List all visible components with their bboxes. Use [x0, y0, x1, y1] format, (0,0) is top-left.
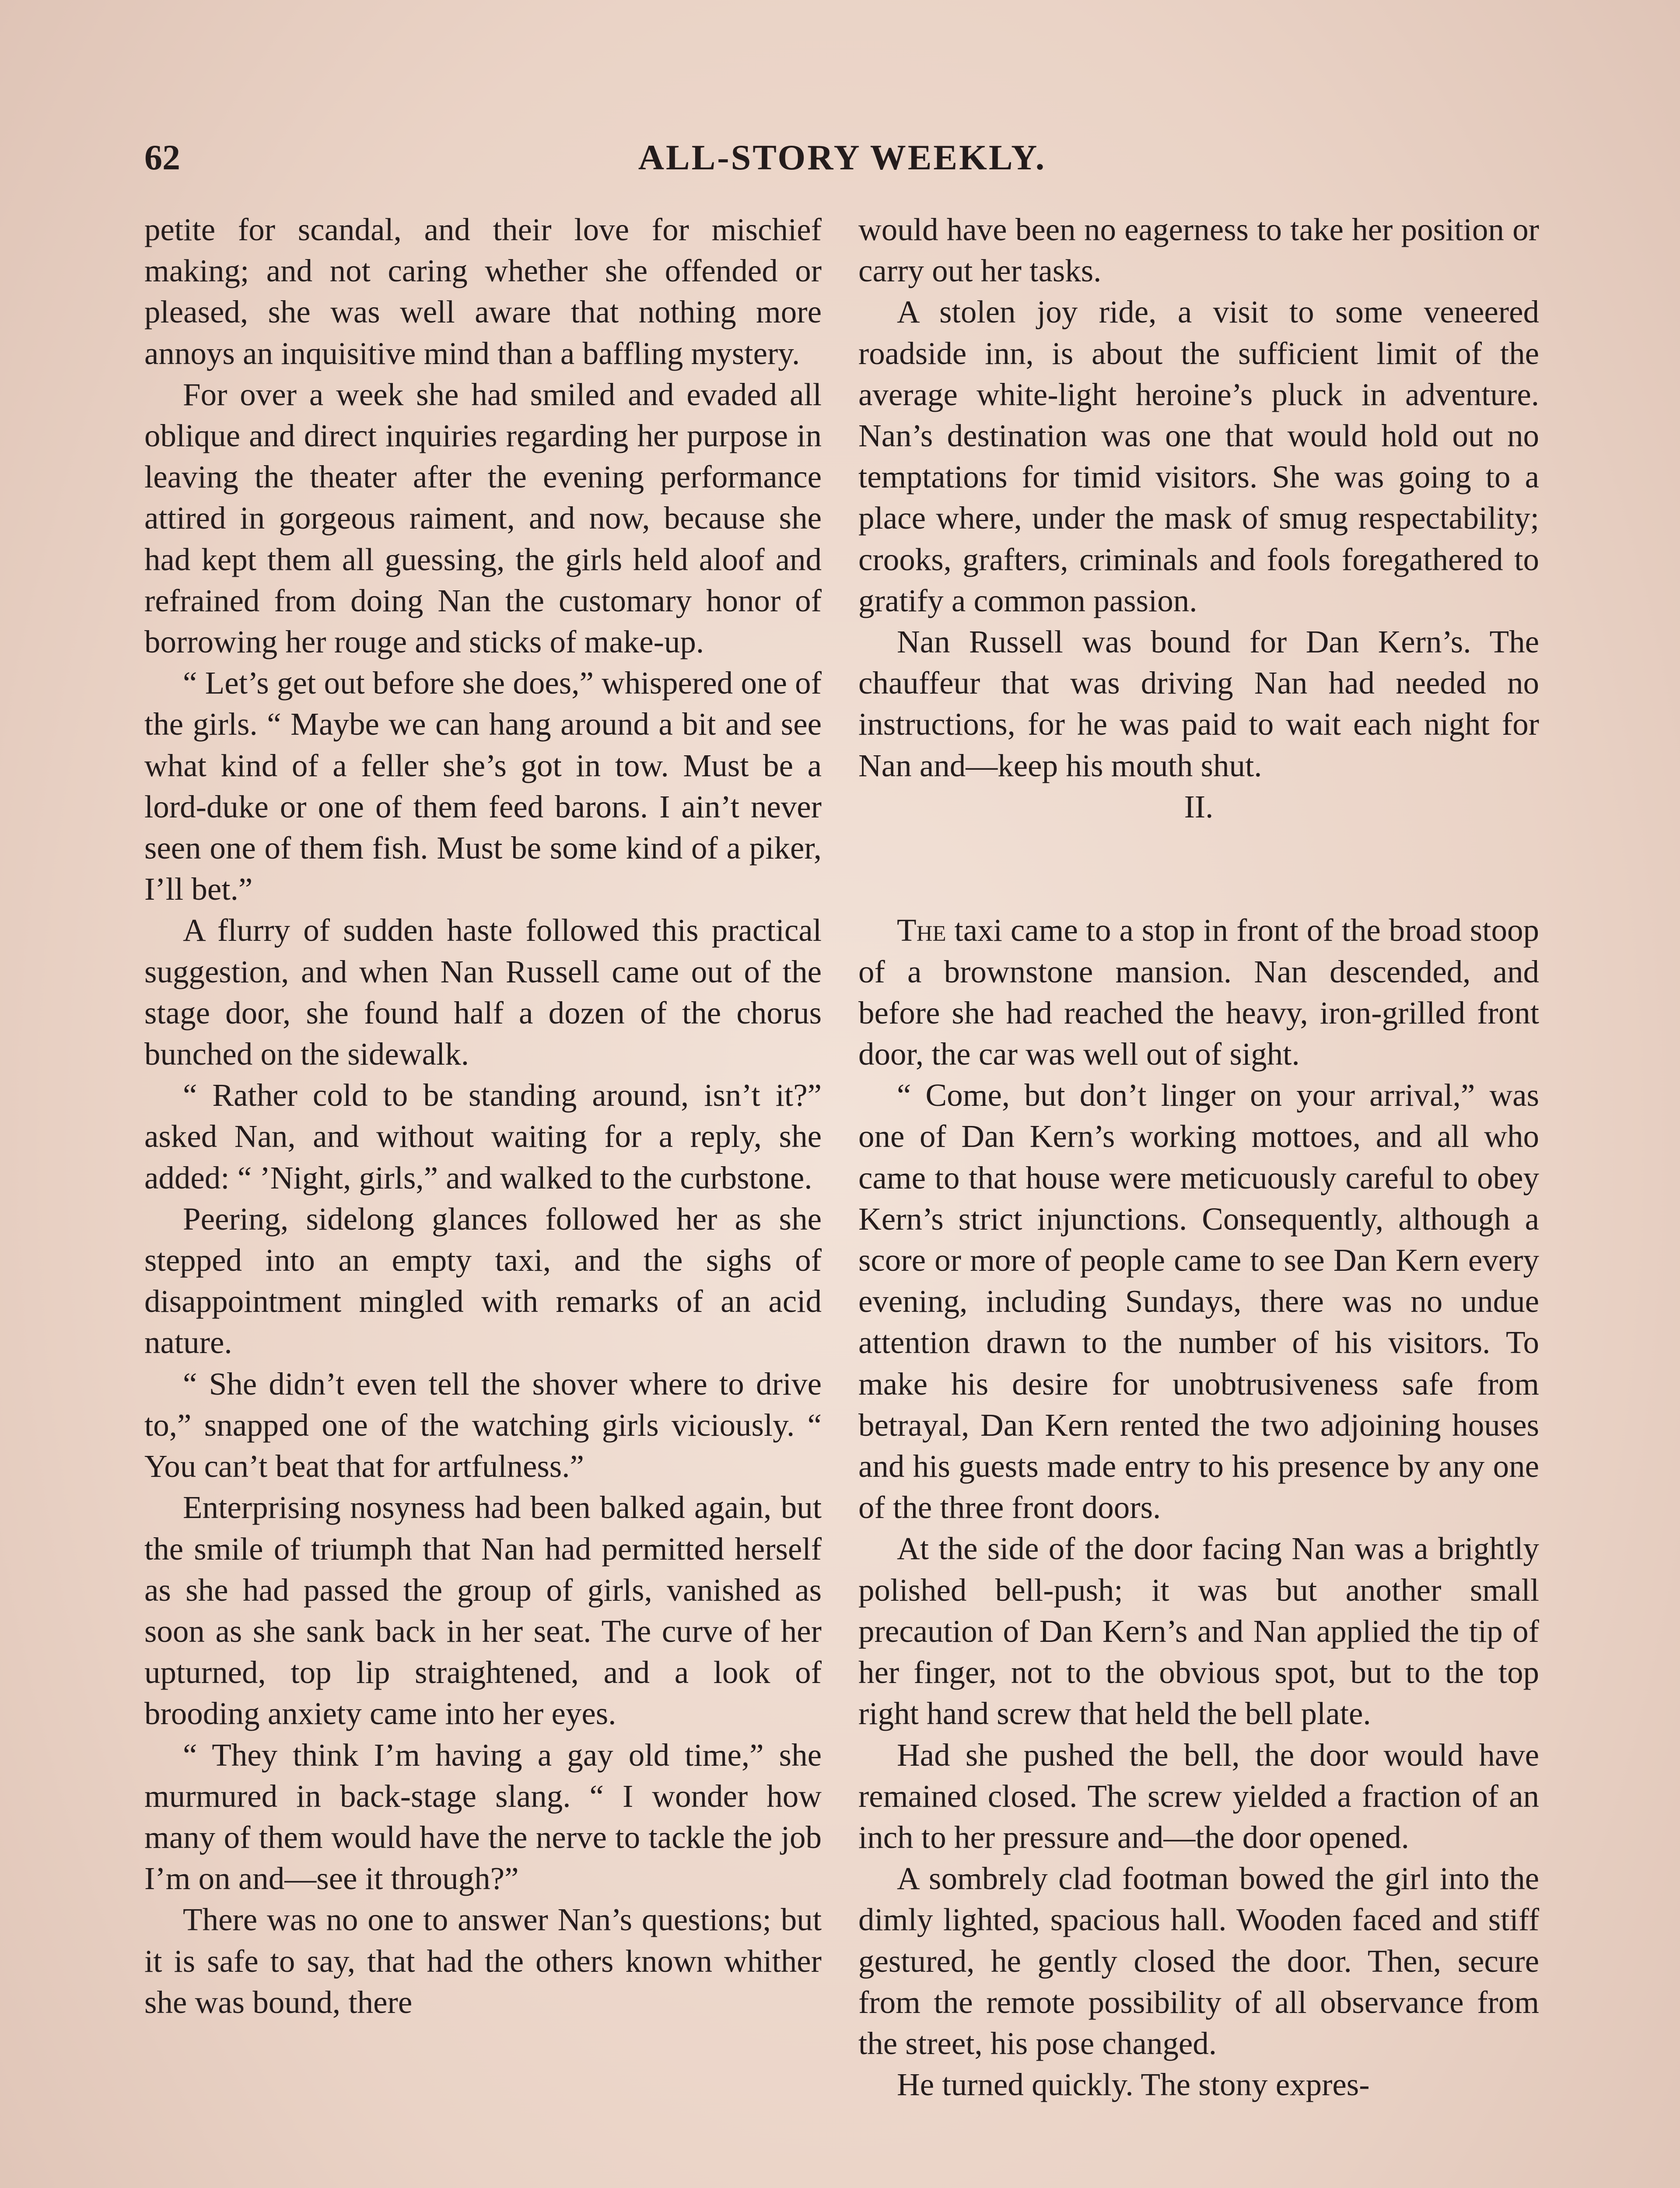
section-first-word: The — [897, 912, 946, 948]
paragraph: Peering, sidelong glances followed her as she stepped into an empty taxi, and the sighs of disappointment mingled with remarks of an acid nature. — [144, 1201, 822, 1360]
page-header — [144, 131, 1540, 184]
paragraph: A sombrely clad footman bowed the girl into the dimly lighted, spacious hall. Wooden faced and stiff gestured, he gently closed the door. Then, secure from the remote possibility of all observance from the street, his pose changed. — [858, 1861, 1539, 2061]
paragraph: Had she pushed the bell, the door would have remained closed. The screw yielded a fraction of an inch to her pressure and—the door opened. — [858, 1737, 1539, 1855]
left-column — [144, 209, 822, 2023]
paragraph: Nan Russell was bound for Dan Kern’s. The chauffeur that was driving Nan had needed no instructions, for he was paid to wait each night for Nan and—keep his mouth shut. — [858, 624, 1539, 783]
section-opening-text: taxi came to a stop in front of the broad stoop of a brownstone mansion. Nan descended, and before she had reached the heavy, iron-grilled front door, the car was well out of sight. — [858, 912, 1539, 1072]
paragraph: petite for scandal, and their love for mischief making; and not caring whether she offended or pleased, she was well aware that nothing more annoys an inquisitive mind than a baffling mystery. — [144, 212, 822, 371]
paragraph: “ They think I’m having a gay old time,” she murmured in back-stage slang. “ I wonder how many of them would have the nerve to tackle the job I’m on and—see it through?” — [144, 1737, 822, 1897]
section-opening-paragraph — [858, 910, 1539, 1075]
paragraph: “ Let’s get out before she does,” whispered one of the girls. “ Maybe we can hang around a bit and see what kind of a feller she’s got in tow. Must be a lord-duke or one of them feed barons. I ain’t never seen one of them fish. Must be some kind of a piker, I’ll bet.” — [144, 665, 822, 907]
page-number: 62 — [144, 137, 180, 177]
paragraph: Enterprising nosyness had been balked again, but the smile of triumph that Nan had permitted herself as she had passed the group of girls, vanished as soon as she sank back in her seat. The curve of her upturned, top lip straightened, and a look of brooding anxiety came into her eyes. — [144, 1490, 822, 1732]
paragraph: would have been no eagerness to take her position or carry out her tasks. — [858, 212, 1539, 289]
paragraph: There was no one to answer Nan’s questions; but it is safe to say, that had the others known whither she was bound, there — [144, 1902, 822, 2020]
paragraph: He turned quickly. The stony expres- — [897, 2067, 1370, 2103]
paragraph: A stolen joy ride, a visit to some veneered roadside inn, is about the sufficient limit of the average white-light heroine’s pluck in adventure. Nan’s destination was one that would hold out no temptations for timid visitors. She was going to a place where, under the mask of smug respectability; crooks, grafters, criminals and fools foregathered to gratify a common passion. — [858, 294, 1539, 618]
paragraph: “ Rather cold to be standing around, isn’t it?” asked Nan, and without waiting for a reply, she added: “ ’Night, girls,” and walked to the curbstone. — [144, 1077, 822, 1196]
paragraph: At the side of the door facing Nan was a brightly polished bell-push; it was but another small precaution of Dan Kern’s and Nan applied the tip of her finger, not to the obvious spot, but to the top right hand screw that held the bell plate. — [858, 1531, 1539, 1732]
paragraph: For over a week she had smiled and evaded all oblique and direct inquiries regarding her purpose in leaving the theater after the evening performance attired in gorgeous raiment, and now, because she had kept them all guessing, the girls held aloof and refrained from doing Nan the customary honor of borrowing her rouge and sticks of make-up. — [144, 376, 822, 660]
paragraph: “ She didn’t even tell the shover where to drive to,” snapped one of the watching girls viciously. “ You can’t beat that for artfulness.” — [144, 1366, 822, 1484]
paragraph: “ Come, but don’t linger on your arrival,” was one of Dan Kern’s working mottoes, and all who came to that house were meticuously careful to obey Kern’s strict injunctions. Consequently, although a score or more of people came to see Dan Kern every evening, including Sundays, there was no undue attention drawn to the number of his visitors. To make his desire for unobtrusiveness safe from betrayal, Dan Kern rented the two adjoining houses and his guests made entry to his presence by any one of the three front doors. — [858, 1077, 1539, 1525]
running-head: ALL-STORY WEEKLY. — [638, 137, 1046, 177]
right-column — [858, 209, 1539, 2105]
section-heading: II. — [1184, 789, 1214, 824]
paragraph: A flurry of sudden haste followed this practical suggestion, and when Nan Russell came out of the stage door, she found half a dozen of the chorus bunched on the sidewalk. — [144, 912, 822, 1072]
